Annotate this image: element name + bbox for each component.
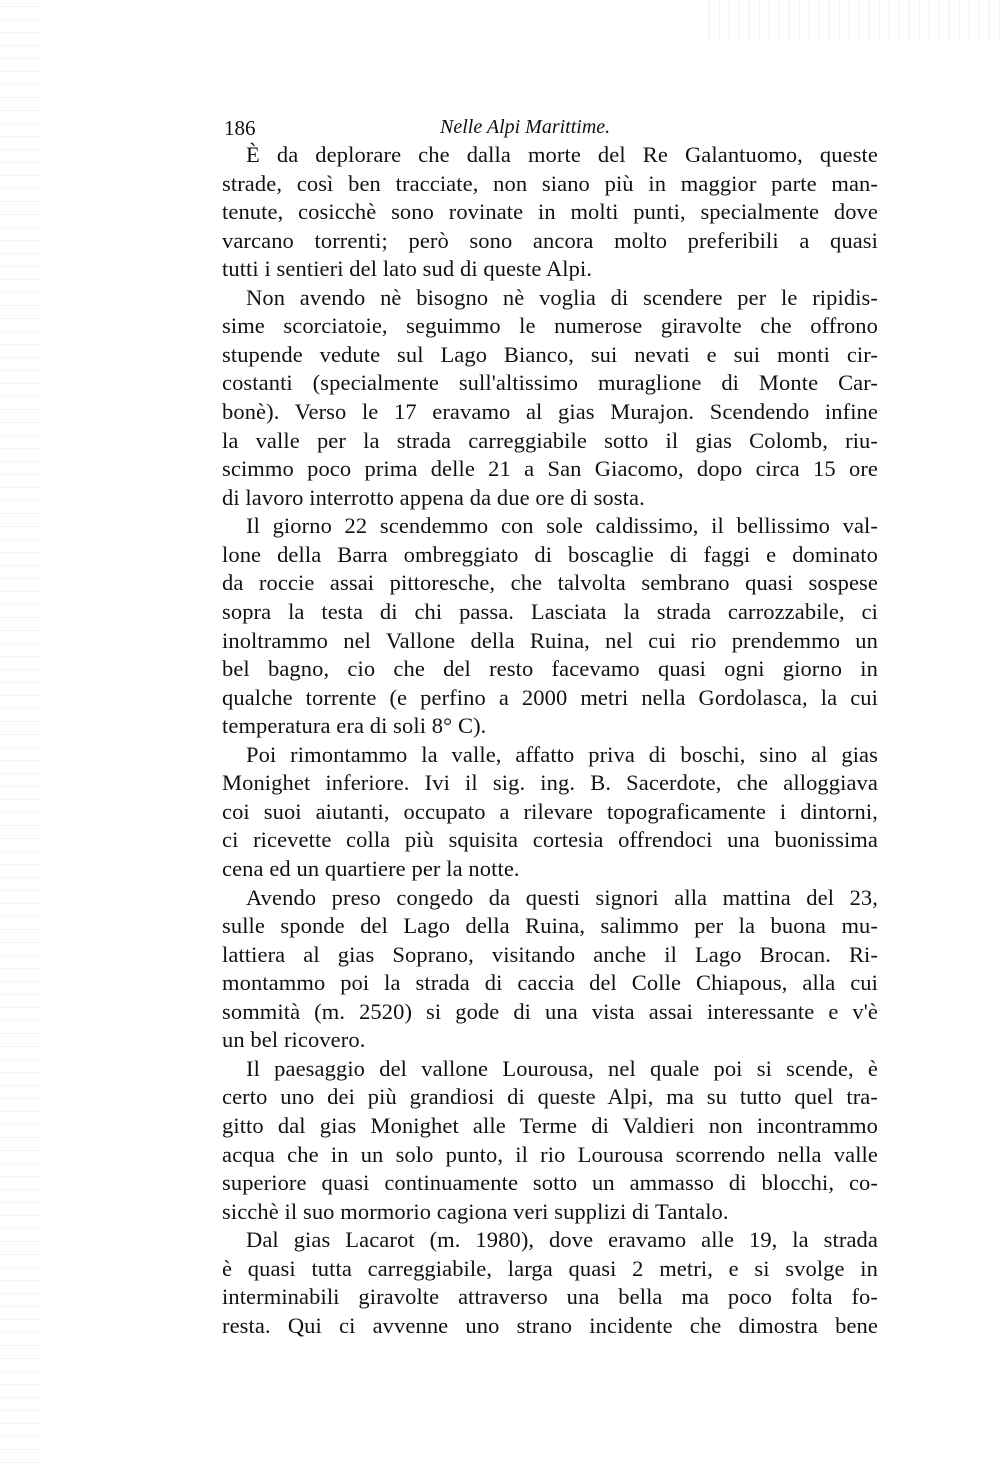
text-line: cena ed un quartiere per la notte. <box>222 856 520 881</box>
text-line: certo uno dei più grandiosi di queste Alpi, ma su tutto quel tra- <box>222 1084 878 1110</box>
text-line: la valle per la strada carreggiabile sotto il gias Colomb, riu- <box>222 427 878 453</box>
text-line: sommità (m. 2520) si gode di una vista assai interessante e v'è <box>222 998 878 1024</box>
text-line: sicchè il suo mormorio cagiona veri supplizi di Tantalo. <box>222 1198 729 1224</box>
running-title: Nelle Alpi Marittime. <box>440 116 611 138</box>
text-line: resta. Qui ci avvenne uno strano incidente che dimostra bene <box>222 1312 878 1338</box>
text-line: lattiera al gias Soprano, visitando anche il Lago Brocan. Ri- <box>222 941 878 967</box>
text-line: temperatura era di soli 8° C). <box>222 713 487 739</box>
text-line: stupende vedute sul Lago Bianco, sui nevati e sui monti cir- <box>222 341 878 367</box>
page-number: 186 <box>224 116 256 140</box>
text-line: costanti (specialmente sull'altissimo muraglione di Monte Car- <box>222 370 878 396</box>
text-line: Il paesaggio del vallone Lourousa, nel quale poi si scende, è <box>246 1055 878 1081</box>
text-line: varcano torrenti; però sono ancora molto preferibili a quasi <box>222 227 878 253</box>
text-line: acqua che in un solo punto, il rio Lourousa scorrendo nella valle <box>222 1141 878 1167</box>
text-line: lone della Barra ombreggiato di boscaglie di faggi e dominato <box>222 541 878 567</box>
text-line: inoltrammo nel Vallone della Ruina, nel cui rio prendemmo un <box>222 627 878 653</box>
scan-edge-noise <box>0 0 40 1474</box>
text-line: coi suoi aiutanti, occupato a rilevare topograficamente i dintorni, <box>222 798 878 824</box>
text-line: Il giorno 22 scendemmo con sole caldissimo, il bellissimo val- <box>246 513 878 539</box>
text-line: Dal gias Lacarot (m. 1980), dove eravamo alle 19, la strada <box>246 1227 878 1253</box>
text-line: qualche torrente (e perfino a 2000 metri nella Gordolasca, la cui <box>222 684 878 710</box>
text-line: scimmo poco prima delle 21 a San Giacomo, dopo circa 15 ore <box>222 456 878 482</box>
text-line: interminabili giravolte attraverso una bella ma poco folta fo- <box>222 1284 878 1310</box>
text-line: da roccie assai pittoresche, che talvolta sembrano quasi sospese <box>222 570 878 596</box>
text-line: montammo poi la strada di caccia del Colle Chiapous, alla cui <box>222 970 878 996</box>
text-line: tenute, cosicchè sono rovinate in molti punti, specialmente dove <box>222 199 878 225</box>
text-line: di lavoro interrotto appena da due ore di sosta. <box>222 484 645 510</box>
text-line: strade, così ben tracciate, non siano più in maggior parte man- <box>222 170 878 196</box>
scan-top-noise <box>700 0 1000 40</box>
text-line: Non avendo nè bisogno nè voglia di scendere per le ripidis- <box>246 284 878 310</box>
text-line: sulle sponde del Lago della Ruina, salimmo per la buona mu- <box>222 913 878 939</box>
text-line: ci ricevette colla più squisita cortesia offrendoci una buonissima <box>222 827 878 853</box>
text-line: sopra la testa di chi passa. Lasciata la strada carrozzabile, ci <box>222 598 878 624</box>
text-line: È da deplorare che dalla morte del Re Galantuomo, queste <box>246 142 878 167</box>
text-line: superiore quasi continuamente sotto un ammasso di blocchi, co- <box>222 1170 878 1196</box>
text-line: bonè). Verso le 17 eravamo al gias Murajon. Scendendo infine <box>222 399 878 425</box>
text-line: Poi rimontammo la valle, affatto priva di boschi, sino al gias <box>246 741 878 767</box>
text-line: Avendo preso congedo da questi signori alla mattina del 23, <box>246 884 878 910</box>
text-line: gitto dal gias Monighet alle Terme di Valdieri non incontrammo <box>222 1113 878 1139</box>
text-line: sime scorciatoie, seguimmo le numerose giravolte che offrono <box>222 313 878 339</box>
text-line: un bel ricovero. <box>222 1027 366 1053</box>
text-line: è quasi tutta carreggiabile, larga quasi 2 metri, e si svolge in <box>222 1255 878 1281</box>
text-line: Monighet inferiore. Ivi il sig. ing. B. Sacerdote, che alloggiava <box>222 770 878 796</box>
text-line: bel bagno, cio che del resto facevamo quasi ogni giorno in <box>222 656 878 682</box>
text-line: tutti i sentieri del lato sud di queste Alpi. <box>222 256 593 282</box>
